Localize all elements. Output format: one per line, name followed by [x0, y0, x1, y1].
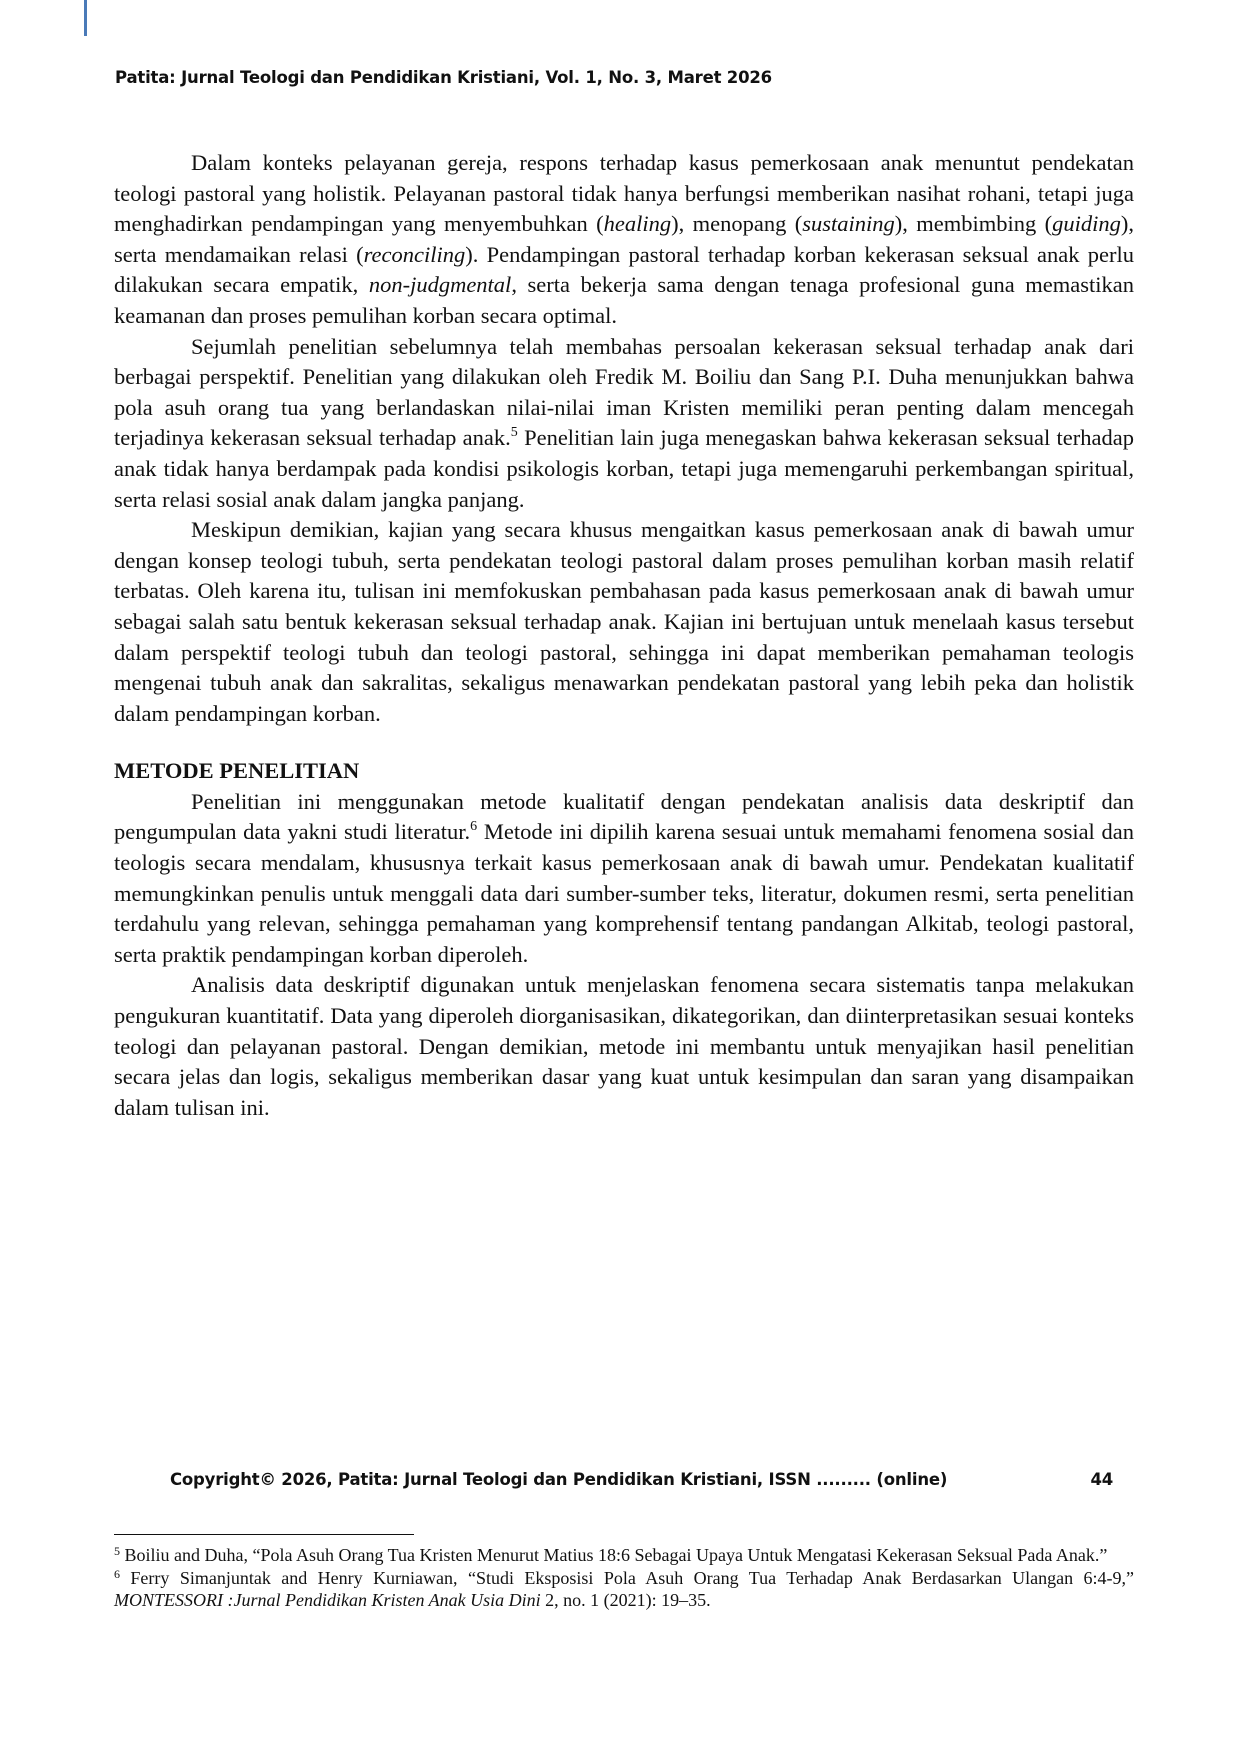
footnote-ref-5[interactable]: 5	[510, 425, 518, 441]
footnote-ref-6[interactable]: 6	[470, 819, 478, 835]
paragraph-4	[114, 787, 1134, 971]
footnote-text: 2, no. 1 (2021): 19–35.	[540, 1590, 711, 1610]
paragraph-3: Meskipun demikian, kajian yang secara khusus mengaitkan kasus pemerkosaan anak di bawah umur dengan konsep teologi tubuh, serta pendekatan teologi pastoral dalam proses pemulihan korban masih relatif terbatas. Oleh karena itu, tulisan ini memfokuskan pembahasan pada kasus pemerkosaan anak di bawah umur sebagai salah satu bentuk kekerasan seksual terhadap anak. Kajian ini bertujuan untuk menelaah kasus tersebut dalam perspektif teologi tubuh dan teologi pastoral, sehingga ini dapat memberikan pemahaman teologis mengenai tubuh anak dan sakralitas, sekaligus menawarkan pendekatan pastoral yang lebih peka dan holistik dalam pendampingan korban.	[114, 517, 1134, 726]
paragraph-2	[114, 332, 1134, 516]
paragraph-1	[114, 148, 1134, 332]
text-run: ), menopang (	[671, 211, 803, 237]
term-sustaining: sustaining	[802, 211, 895, 237]
page-number: 44	[1090, 1470, 1113, 1489]
left-margin-rule	[84, 0, 87, 36]
paragraph-5: Analisis data deskriptif digunakan untuk menjelaskan fenomena secara sistematis tanpa melakukan pengukuran kuantitatif. Data yang diperoleh diorganisasikan, dikategorikan, dan diinterpretasikan sesuai konteks teologi dan pelayanan pastoral. Dengan demikian, metode ini membantu untuk menyajikan hasil penelitian secara jelas dan logis, sekaligus memberikan dasar yang kuat untuk kesimpulan dan saran yang disampaikan dalam tulisan ini.	[114, 972, 1134, 1120]
footnote-5	[114, 1544, 1134, 1567]
text-run: ). Pendampingan pastoral terhadap korban kekerasan seksual anak perlu dilakukan secara empatik,	[114, 241, 1134, 298]
text-run: Metode ini dipilih karena sesuai untuk memahami fenomena sosial dan teologis secara mendalam, khususnya terkait kasus pemerkosaan anak di bawah umur. Pendekatan kualitatif memungkinkan penulis untuk menggali data dari sumber-sumber teks, literatur, dokumen resmi, serta penelitian terdahulu yang relevan, sehingga pemahaman yang komprehensif tentang pandangan Alkitab, teologi pastoral, serta praktik pendampingan korban diperoleh.	[114, 819, 1135, 967]
term-guiding: guiding	[1052, 211, 1121, 237]
text-run: Penelitian lain juga menegaskan bahwa kekerasan seksual terhadap anak tidak hanya berdampak pada kondisi psikologis korban, tetapi juga memengaruhi perkembangan spiritual, serta relasi sosial anak dalam jangka panjang.	[114, 425, 1134, 512]
text-run: Dalam konteks pelayanan gereja, respons terhadap kasus pemerkosaan anak menuntut pendekatan teologi pastoral yang holistik. Pelayanan pastoral tidak hanya berfungsi memberikan nasihat rohani, tetapi juga menghadirkan pendampingan yang menyembuhkan (	[114, 150, 1134, 237]
term-healing: healing	[603, 211, 672, 237]
copyright-line: Copyright© 2026, Patita: Jurnal Teologi dan Pendidikan Kristiani, ISSN ......... (online)	[170, 1470, 948, 1489]
text-run: , serta bekerja sama dengan tenaga profesional guna memastikan keamanan dan proses pemulihan korban secara optimal.	[114, 272, 1134, 328]
running-head: Patita: Jurnal Teologi dan Pendidikan Kristiani, Vol. 1, No. 3, Maret 2026	[115, 68, 772, 87]
article-body	[114, 148, 1134, 1123]
term-reconciling: reconciling	[363, 241, 466, 267]
footnote-mark: 5	[114, 1544, 120, 1558]
term-non-judgmental: non-judgmental	[368, 272, 512, 298]
footnote-text: Boiliu and Duha, “Pola Asuh Orang Tua Kristen Menurut Matius 18:6 Sebagai Upaya Untuk Mengatasi Kekerasan Seksual Pada Anak.”	[120, 1545, 1108, 1565]
footnote-separator	[114, 1534, 414, 1535]
footnote-mark: 6	[114, 1566, 120, 1581]
section-heading: METODE PENELITIAN	[114, 758, 360, 784]
text-run: Sejumlah penelitian sebelumnya telah membahas persoalan kekerasan seksual terhadap anak dari berbagai perspektif. Penelitian yang dilakukan oleh Fredik M. Boiliu dan Sang P.I. Duha menunjukkan bahwa pola asuh orang tua yang berlandaskan nilai-nilai iman Kristen memiliki peran penting dalam mencegah terjadinya kekerasan seksual terhadap anak.	[114, 333, 1134, 451]
text-run: Penelitian ini menggunakan metode kualitatif dengan pendekatan analisis data deskriptif dan pengumpulan data yakni studi literatur.	[114, 788, 1134, 845]
text-run: ), membimbing (	[894, 211, 1053, 237]
footnotes	[114, 1544, 1134, 1612]
journal-title: MONTESSORI :Jurnal Pendidikan Kristen Anak Usia Dini	[114, 1590, 541, 1610]
text-run: ), serta mendamaikan relasi (	[114, 211, 1134, 267]
footnote-text: Ferry Simanjuntak and Henry Kurniawan, “Studi Eksposisi Pola Asuh Orang Tua Terhadap Anak Berdasarkan Ulangan 6:4-9,”	[120, 1567, 1134, 1588]
footnote-6	[114, 1567, 1134, 1612]
page-footer	[170, 1470, 1113, 1489]
